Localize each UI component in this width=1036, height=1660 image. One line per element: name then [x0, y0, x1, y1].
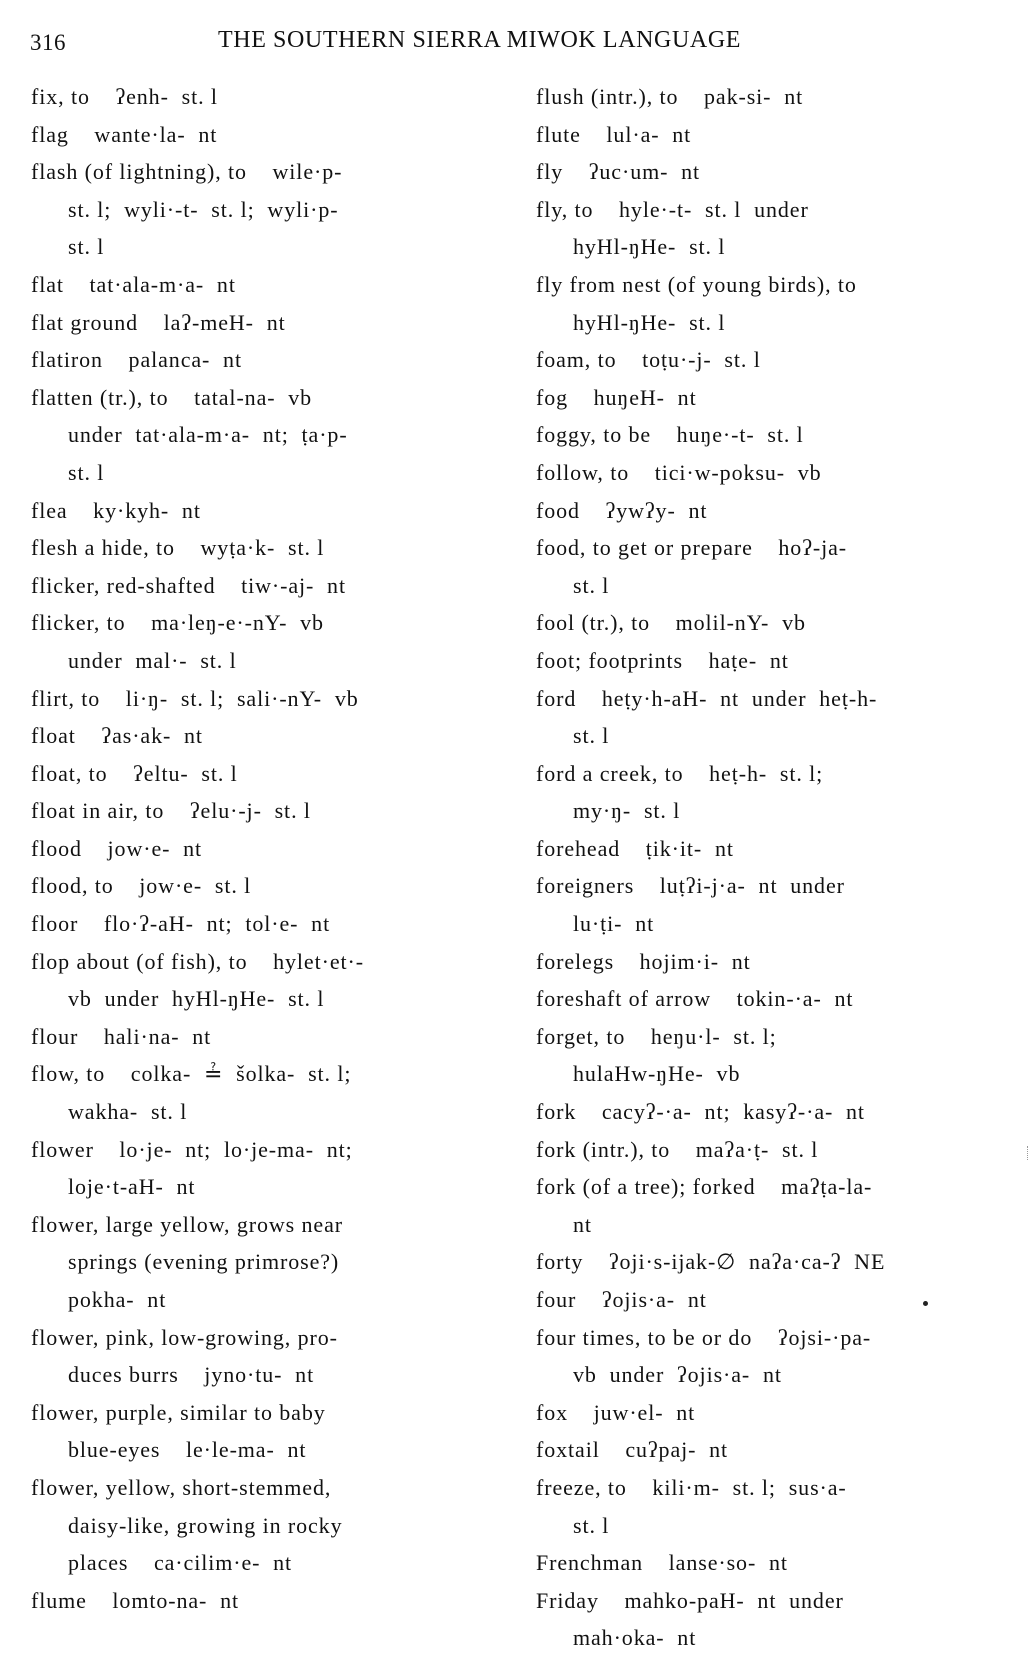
entry-line: flood jow·e- nt — [31, 835, 203, 861]
entry-line: Frenchman lanse·so- nt — [536, 1550, 788, 1576]
entry-line: flood, to jow·e- st. l — [31, 873, 252, 899]
entry-line: flower lo·je- nt; lo·je-ma- nt; — [31, 1136, 353, 1162]
entry-line: forget, to heŋu·l- st. l; — [536, 1023, 777, 1049]
entry-line: flat tat·ala-m·a- nt — [31, 271, 236, 297]
entry-continuation-line: blue-eyes le·le-ma- nt — [68, 1437, 307, 1463]
entry-line: flop about (of fish), to hylet·et·- — [31, 948, 364, 974]
entry-line: foxtail cuʔpaj- nt — [536, 1437, 729, 1463]
entry-line: flower, pink, low-growing, pro- — [31, 1324, 338, 1350]
entry-line: ford heṭy·h-aH- nt under heṭ-h- — [536, 685, 878, 711]
entry-line: fly ʔuc·um- nt — [536, 159, 701, 185]
entry-line: ford a creek, to heṭ-h- st. l; — [536, 760, 824, 786]
entry-line: freeze, to kili·m- st. l; sus·a- — [536, 1474, 847, 1500]
entry-continuation-line: st. l; wyli·-t- st. l; wyli·p- — [68, 196, 339, 222]
margin-mark — [1027, 1146, 1030, 1160]
entry-line: forty ʔoji·s-ijak-∅ naʔa·ca-ʔ NE — [536, 1249, 886, 1275]
entry-line: Friday mahko-paH- nt under — [536, 1587, 844, 1613]
entry-line: fork (of a tree); forked maʔṭa-la- — [536, 1174, 873, 1200]
entry-line: four times, to be or do ʔojsi-·pa- — [536, 1324, 872, 1350]
entry-line: food ʔywʔy- nt — [536, 497, 708, 523]
entry-line: flash (of lightning), to wile·p- — [31, 159, 343, 185]
entry-line: foggy, to be huŋe·-t- st. l — [536, 422, 804, 448]
entry-line: foam, to toṭu·-j- st. l — [536, 347, 761, 373]
entry-continuation-line: vb under hyHl-ŋHe- st. l — [68, 986, 325, 1012]
entry-continuation-line: hyHl-ŋHe- st. l — [573, 309, 726, 335]
entry-continuation-line: st. l — [68, 459, 105, 485]
entry-line: forelegs hojim·i- nt — [536, 948, 751, 974]
entry-line: float in air, to ʔelu·-j- st. l — [31, 798, 311, 824]
entry-continuation-line: st. l — [573, 572, 610, 598]
entry-line: flower, purple, similar to baby — [31, 1399, 326, 1425]
stray-dot — [923, 1301, 928, 1306]
entry-line: fork (intr.), to maʔa·ṭ- st. l — [536, 1136, 819, 1162]
entry-line: flush (intr.), to pak-si- nt — [536, 84, 804, 109]
entry-line: float ʔas·ak- nt — [31, 723, 203, 749]
entry-line: fog huŋeH- nt — [536, 384, 697, 410]
entry-continuation-line: wakha- st. l — [68, 1099, 188, 1125]
entry-continuation-line: nt — [573, 1211, 592, 1237]
entry-line: flirt, to li·ŋ- st. l; sali·-nY- vb — [31, 685, 359, 711]
entry-continuation-line: under mal·- st. l — [68, 647, 237, 673]
left-column — [31, 78, 491, 1619]
entry-line: fly from nest (of young birds), to — [536, 271, 857, 297]
entry-continuation-line: loje·t-aH- nt — [68, 1174, 196, 1200]
entry-line: flatten (tr.), to tatal-na- vb — [31, 384, 313, 410]
entry-line: forehead ṭik·it- nt — [536, 835, 734, 861]
entry-line: float, to ʔeltu- st. l — [31, 760, 238, 786]
entry-line: flow, to colka- ≟ šolka- st. l; — [31, 1061, 352, 1087]
entry-continuation-line: my·ŋ- st. l — [573, 798, 681, 824]
entry-line: flour hali·na- nt — [31, 1023, 212, 1049]
entry-line: flea ky·kyh- nt — [31, 497, 201, 523]
entry-line: flatiron palanca- nt — [31, 347, 242, 373]
entry-continuation-line: hyHl-ŋHe- st. l — [573, 234, 726, 260]
entry-line: flag wante·la- nt — [31, 121, 218, 147]
entry-continuation-line: st. l — [68, 234, 105, 260]
entry-continuation-line: under tat·ala-m·a- nt; ṭa·p- — [68, 422, 348, 448]
entry-line: fly, to hyle·-t- st. l under — [536, 196, 809, 222]
entry-line: flesh a hide, to wyṭa·k- st. l — [31, 535, 325, 561]
entry-continuation-line: mah·oka- nt — [573, 1625, 697, 1651]
entry-line: foreshaft of arrow tokin-·a- nt — [536, 986, 854, 1012]
entry-line: flat ground laʔ-meH- nt — [31, 309, 286, 335]
entry-continuation-line: places ca·cilim·e- nt — [68, 1550, 293, 1576]
entry-continuation-line: daisy-like, growing in rocky — [68, 1512, 343, 1538]
entry-line: foreigners luṭʔi-j·a- nt under — [536, 873, 845, 899]
entry-continuation-line: pokha- nt — [68, 1287, 167, 1312]
running-head: THE SOUTHERN SIERRA MIWOK LANGUAGE — [218, 27, 742, 53]
entry-line: flume lomto-na- nt — [31, 1587, 239, 1613]
page-number: 316 — [30, 30, 66, 55]
entry-line: fork cacyʔ-·a- nt; kasyʔ-·a- nt — [536, 1099, 865, 1125]
right-column — [536, 78, 1006, 1657]
entry-line: foot; footprints haṭe- nt — [536, 647, 789, 673]
entry-continuation-line: st. l — [573, 723, 610, 749]
entry-continuation-line: springs (evening primrose?) — [68, 1249, 340, 1275]
entry-continuation-line: st. l — [573, 1512, 610, 1538]
entry-line: fool (tr.), to molil-nY- vb — [536, 610, 806, 636]
entry-continuation-line: duces burrs jyno·tu- nt — [68, 1362, 315, 1388]
entry-line: flower, large yellow, grows near — [31, 1211, 343, 1237]
entry-line: flicker, red-shafted tiw·-aj- nt — [31, 572, 346, 598]
entry-line: flute lul·a- nt — [536, 121, 692, 147]
entry-line: fox juw·el- nt — [536, 1399, 696, 1425]
entry-line: fix, to ʔenh- st. l — [31, 84, 218, 109]
entry-continuation-line: vb under ʔojis·a- nt — [573, 1362, 782, 1388]
entry-line: follow, to tici·w-poksu- vb — [536, 459, 822, 485]
entry-line: flicker, to ma·leŋ-e·-nY- vb — [31, 610, 324, 636]
entry-line: floor flo·ʔ-aH- nt; tol·e- nt — [31, 911, 331, 937]
entry-line: four ʔojis·a- nt — [536, 1287, 707, 1312]
entry-line: flower, yellow, short-stemmed, — [31, 1474, 332, 1500]
entry-continuation-line: lu·ṭi- nt — [573, 911, 655, 937]
entry-line: food, to get or prepare hoʔ-ja- — [536, 535, 847, 561]
entry-continuation-line: hulaHw-ŋHe- vb — [573, 1061, 741, 1087]
